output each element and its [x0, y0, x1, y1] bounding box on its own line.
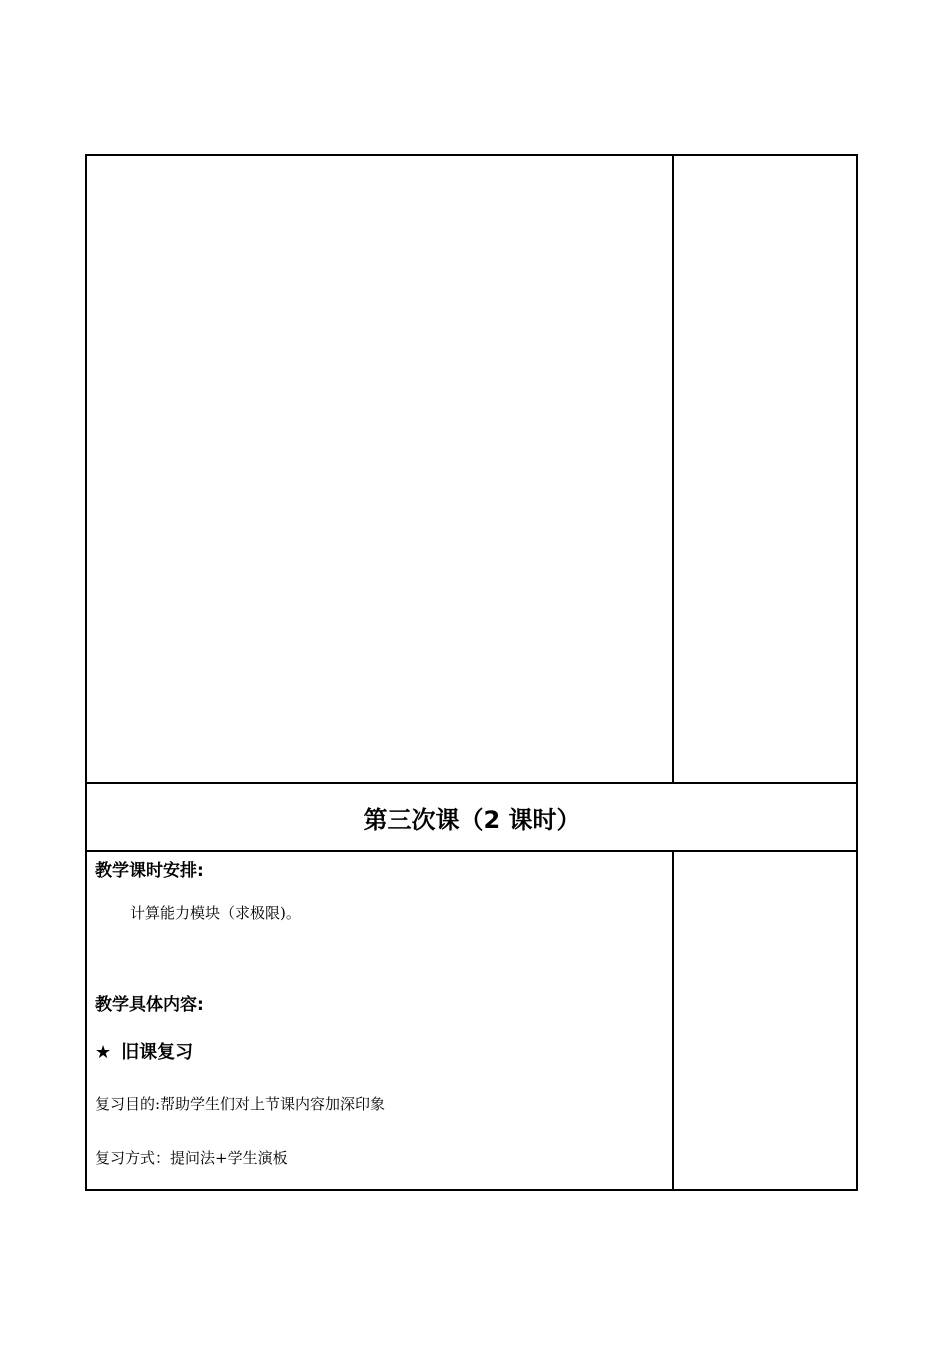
lower-column-divider	[672, 851, 674, 1190]
star-icon: ★	[95, 1042, 112, 1063]
upper-column-divider	[672, 155, 674, 783]
schedule-text: 计算能力模块（求极限)。	[130, 904, 301, 922]
lesson-table	[85, 154, 858, 1191]
title-row-bottom-border	[86, 850, 857, 852]
schedule-heading: 教学课时安排:	[95, 861, 204, 881]
review-heading-row	[95, 1038, 193, 1064]
review-method: 复习方式：提问法+学生演板	[95, 1149, 288, 1167]
content-heading: 教学具体内容:	[95, 995, 204, 1015]
review-heading: 旧课复习	[121, 1042, 194, 1063]
review-goal: 复习目的:帮助学生们对上节课内容加深印象	[95, 1095, 386, 1113]
lesson-title: 第三次课（2 课时）	[363, 805, 581, 834]
